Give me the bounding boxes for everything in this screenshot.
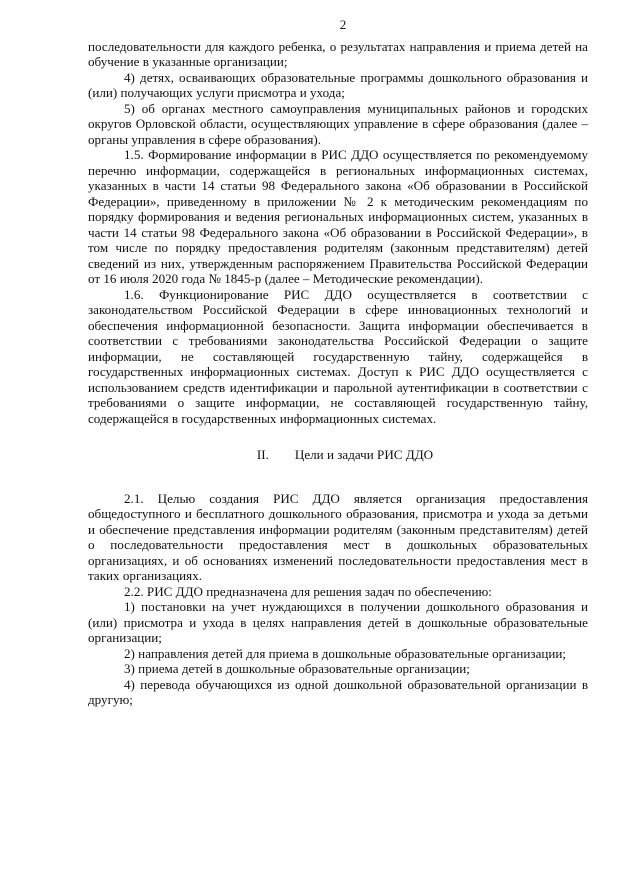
list-item: 4) перевода обучающихся из одной дошкольной образовательной организации в другую;	[88, 676, 588, 707]
paragraph: 2.2. РИС ДДО предназначена для решения задач по обеспечению:	[124, 583, 492, 599]
section-number: II.	[256, 447, 269, 462]
section-heading	[88, 447, 588, 463]
paragraph: последовательности для каждого ребенка, о результатах направления и приема детей на обучение в указанные организации;	[88, 38, 588, 69]
list-item: 2) направления детей для приема в дошкольные образовательные организации;	[124, 645, 567, 661]
paragraph: 1.5. Формирование информации в РИС ДДО осуществляется по рекомендуемому перечню информации, содержащейся в региональных информационных системах, указанных в части 14 статьи 98 Федерального закона «Об образовании в Российской Федерации», приведенному в приложении № 2 к методическим рекомендациям по порядку формирования и ведения региональных информационных систем, указанных в части 14 статьи 98 Федерального закона «Об образовании в Российской Федерации», в том числе по порядку предоставления родителям (законным представителям) детей сведений из них, утвержденным распоряжением Правительства Российской Федерации от 16 июля 2020 года № 1845-р (далее – Методические рекомендации).	[88, 147, 588, 286]
paragraph: 5) об органах местного самоуправления муниципальных районов и городских округов Орловской области, осуществляющих управление в сфере образования (далее – органы управления в сфере образования).	[88, 100, 588, 147]
section-1-continuation	[88, 39, 588, 427]
paragraph: 4) детях, осваивающих образовательные программы дошкольного образования и (или) получающих услуги присмотра и ухода;	[88, 69, 588, 100]
list-item: 1) постановки на учет нуждающихся в получении дошкольного образования и (или) присмотра и ухода в целях направления детей в дошкольные образовательные организации;	[88, 599, 588, 645]
paragraph: 2.1. Целью создания РИС ДДО является организация предоставления общедоступного и бесплатного дошкольного образования, присмотра и ухода за детьми и обеспечение представления информации родителям (законным представителям) детей о последовательности предоставления мест в дошкольных образовательных организациях, и об основаниях изменений последовательности предоставления мест в таких организациях.	[88, 490, 588, 583]
paragraph: 1.6. Функционирование РИС ДДО осуществляется в соответствии с законодательством Российской Федерации в сфере инновационных технологий и обеспечения информационной безопасности. Защита информации обеспечивается в соответствии с требованиями законодательства Российской Федерации о защите информации, не составляющей государственную тайну, содержащейся в государственных информационных системах. Доступ к РИС ДДО осуществляется с использованием средств идентификации и парольной аутентификации в соответствии с требованиями о защите информации, не составляющей государственную тайну, содержащейся в государственных информационных системах.	[88, 286, 588, 426]
section-title: Цели и задачи РИС ДДО	[294, 447, 434, 462]
list-item: 3) приема детей в дошкольные образовательные организации;	[124, 661, 470, 676]
section-2	[88, 491, 588, 708]
page-number: 2	[339, 17, 347, 32]
